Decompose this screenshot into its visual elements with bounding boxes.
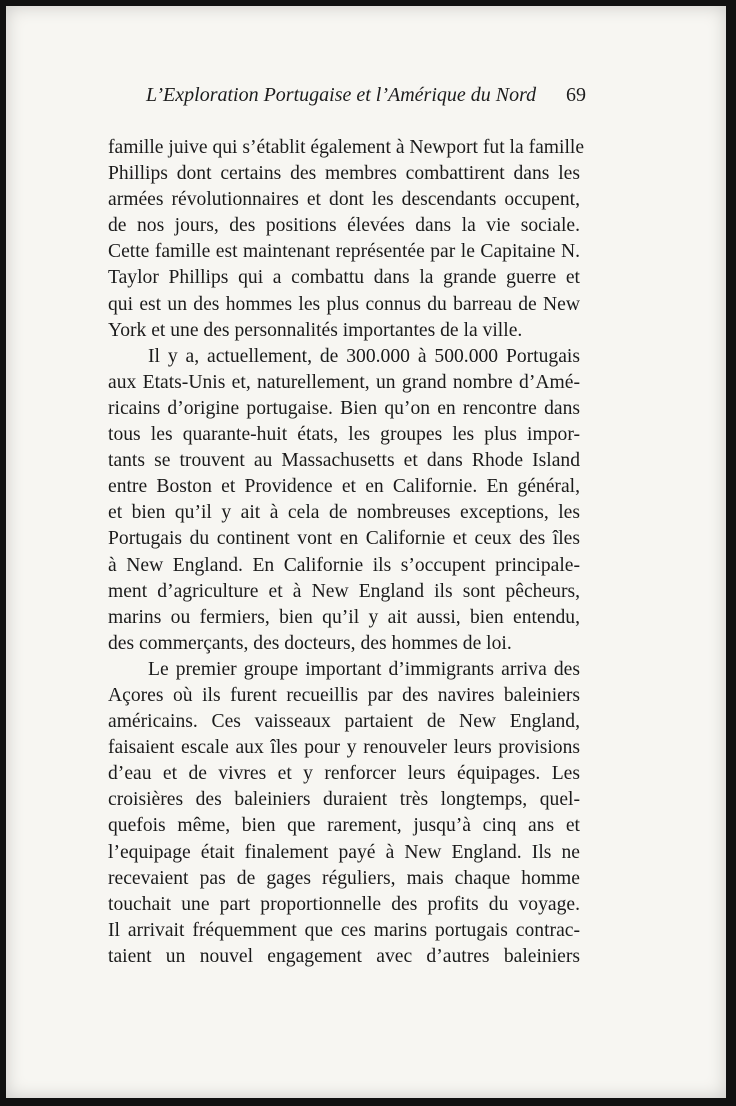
text-line: faisaient escale aux îles pour y renouveler leurs provisions [108,737,580,759]
text-line: américains. Ces vaisseaux partaient de New England, [108,711,580,733]
text-line: Il arrivait fréquemment que ces marins portugais contrac- [108,919,580,941]
text-line: Açores où ils furent recueillis par des navires baleiniers [108,684,580,706]
body-text [108,135,585,970]
running-header [146,78,586,110]
page-number: 69 [566,84,586,106]
text-line: l’equipage était finalement payé à New England. Ils ne [108,841,580,863]
text-line: armées révolutionnaires et dont les descendants occupent, [108,189,580,211]
text-line: qui est un des hommes les plus connus du barreau de New [108,293,580,315]
text-line: Il y a, actuellement, de 300.000 à 500.000 Portugais [148,345,580,367]
text-line: croisières des baleiniers duraient très longtemps, quel- [108,789,580,811]
text-line: York et une des personnalités importantes de la ville. [108,319,523,341]
text-line: tants se trouvent au Massachusetts et dans Rhode Island [108,450,580,472]
text-line: marins ou fermiers, bien qu’il y ait aussi, bien entendu, [108,606,580,628]
text-line: entre Boston et Providence et en Californie. En général, [108,476,580,498]
text-line: d’eau et de vivres et y renforcer leurs équipages. Les [108,763,580,785]
text-line: Taylor Phillips qui a combattu dans la grande guerre et [108,267,580,289]
text-line: à New England. En Californie ils s’occupent principale- [108,554,580,576]
text-line: de nos jours, des positions élevées dans la vie sociale. [108,215,580,237]
text-line: taient un nouvel engagement avec d’autres baleiniers [108,945,580,967]
text-line: ricains d’origine portugaise. Bien qu’on en rencontre dans [108,397,580,419]
text-line: Portugais du continent vont en Californie et ceux des îles [108,528,580,550]
text-line: aux Etats-Unis et, naturellement, un grand nombre d’Amé- [108,371,580,393]
text-line: recevaient pas de gages réguliers, mais chaque homme [108,867,580,889]
text-line: et bien qu’il y ait à cela de nombreuses exceptions, les [108,502,580,524]
text-line: ment d’agriculture et à New England ils sont pêcheurs, [108,580,580,602]
running-title: L’Exploration Portugaise et l’Amérique du Nord [146,84,537,106]
text-line: Cette famille est maintenant représentée par le Capitaine N. [108,241,580,263]
paragraph [108,657,580,970]
text-line: famille juive qui s’établit également à Newport fut la famille [108,137,585,158]
paragraph [108,135,585,344]
text-line: Le premier groupe important d’immigrants arriva des [148,658,580,680]
text-line: Phillips dont certains des membres combattirent dans les [108,163,580,185]
paragraph [108,344,580,657]
text-line: touchait une part proportionnelle des profits du voyage. [108,893,580,915]
text-line: tous les quarante-huit états, les groupes les plus impor- [108,424,580,446]
book-page [6,6,726,1098]
text-line: quefois même, bien que rarement, jusqu’à cinq ans et [108,815,580,837]
text-line: des commerçants, des docteurs, des hommes de loi. [108,632,512,654]
